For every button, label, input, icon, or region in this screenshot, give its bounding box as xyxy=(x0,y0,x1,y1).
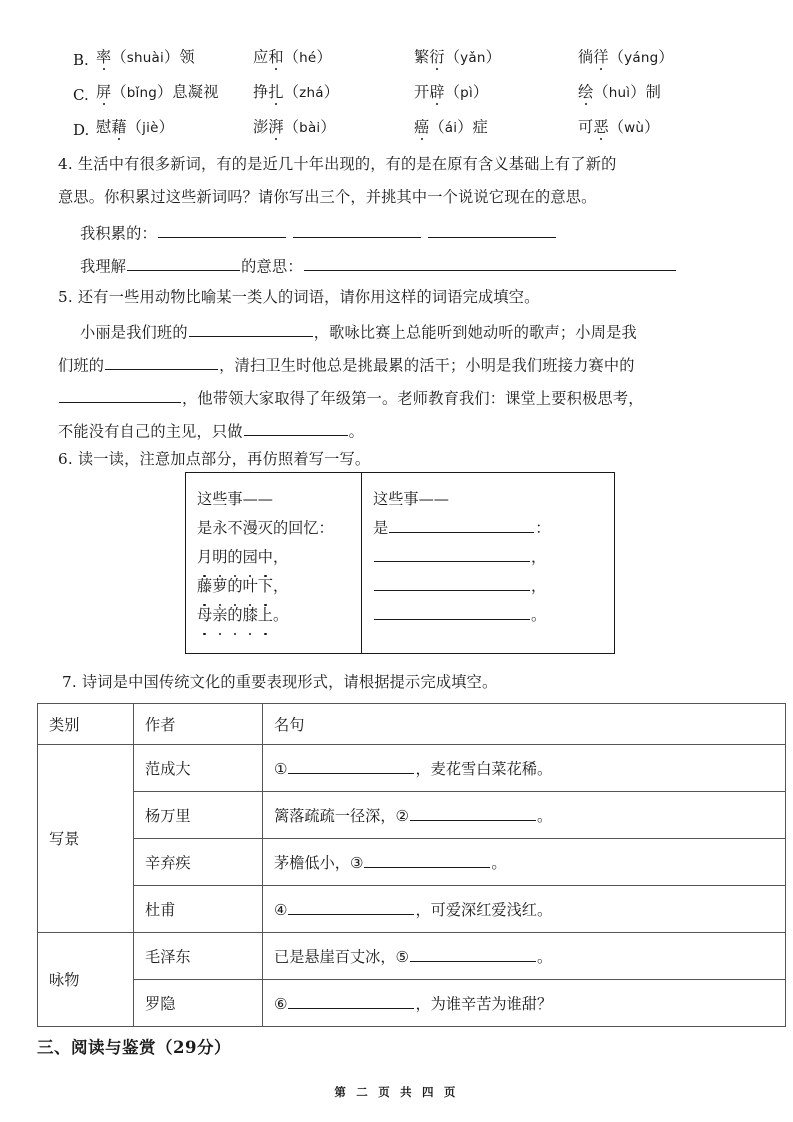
q4-blank-3[interactable] xyxy=(428,223,556,238)
q5-line-1 xyxy=(80,322,637,341)
q4-blank-1[interactable] xyxy=(158,223,286,238)
q6-imitation-box xyxy=(185,472,615,654)
option-row-c xyxy=(73,85,89,104)
q6-answer-blank-3[interactable] xyxy=(374,576,530,591)
q5-seg-6: 不能没有自己的主见，只做 xyxy=(58,422,243,441)
option-c-item-1: 屏（bǐng）息凝视 xyxy=(96,83,219,101)
line-pre: 已是悬崖百丈冰， xyxy=(274,947,396,966)
q7-stem: 7. 诗词是中国传统文化的重要表现形式，请根据提示完成填空。 xyxy=(62,673,498,691)
q4-accumulated-row xyxy=(80,223,557,242)
option-letter: C. xyxy=(73,86,89,104)
q6-answer-line-3 xyxy=(373,543,614,572)
q5-seg-7: 。 xyxy=(348,422,365,441)
q6-answer-colon: ： xyxy=(535,519,551,537)
char-pre: 可 xyxy=(578,118,594,136)
blank-number: ③ xyxy=(349,853,364,872)
q6-answer-comma-2: ， xyxy=(531,577,547,595)
q6-answer-blank-1[interactable] xyxy=(389,518,534,533)
q5-seg-2: ，歌咏比赛上总能听到她动听的歌声；小周是我 xyxy=(313,323,637,342)
char-dotted: 和 xyxy=(268,48,284,66)
option-row-b xyxy=(73,50,89,69)
char-dotted: 恶 xyxy=(593,118,609,136)
pinyin: bǐng xyxy=(126,85,158,101)
char-pre: 应 xyxy=(253,48,269,66)
char-dotted: 衍 xyxy=(429,48,445,66)
q5-blank-4[interactable] xyxy=(244,421,348,436)
char-dotted: 绘 xyxy=(578,83,594,101)
answer-blank[interactable] xyxy=(410,805,536,820)
option-c-item-4: 绘（huì）制 xyxy=(578,83,662,101)
answer-blank[interactable] xyxy=(288,993,414,1008)
q6-answer-blank-2[interactable] xyxy=(374,547,530,562)
q6-answer-prefix: 是 xyxy=(373,519,389,537)
char-pre: 挣 xyxy=(253,83,269,101)
char-dotted: 率 xyxy=(96,48,112,66)
q4-accumulated-label: 我积累的： xyxy=(80,224,157,243)
blank-number: ④ xyxy=(274,900,288,919)
table-row xyxy=(38,886,786,933)
line-cell xyxy=(263,980,786,1027)
char-dotted: 屏 xyxy=(96,83,112,101)
option-row-d xyxy=(73,120,89,139)
line-cell xyxy=(263,745,786,792)
q6-answer-line-2 xyxy=(373,514,614,543)
char-pre: 慰 xyxy=(96,118,112,136)
char-post: 息凝视 xyxy=(172,83,219,101)
q5-line-2 xyxy=(58,355,635,374)
option-d-item-2: 澎湃（bài） xyxy=(253,118,336,136)
pinyin: wù xyxy=(624,120,645,136)
table-row xyxy=(38,792,786,839)
option-d-item-4: 可恶（wù） xyxy=(578,118,660,136)
char-pre: 徜 xyxy=(578,48,594,66)
q5-line-3 xyxy=(58,388,644,407)
header-author: 作者 xyxy=(134,704,263,745)
q6-answer-column xyxy=(362,473,614,653)
answer-blank[interactable] xyxy=(364,852,490,867)
char-post: 症 xyxy=(472,118,488,136)
q6-answer-line-4 xyxy=(373,572,614,601)
line-cell xyxy=(263,792,786,839)
answer-blank[interactable] xyxy=(410,946,536,961)
q5-blank-3[interactable] xyxy=(59,388,181,403)
line-post: ，可爱深红爱浅红。 xyxy=(415,900,553,919)
q6-answer-blank-4[interactable] xyxy=(374,605,530,620)
q4-word-blank[interactable] xyxy=(127,256,240,271)
char-dotted: 扎 xyxy=(268,83,284,101)
option-d-item-1: 慰藉（jiè） xyxy=(96,118,174,136)
blank-number: ⑤ xyxy=(395,947,409,966)
table-row xyxy=(38,980,786,1027)
q6-stem: 6. 读一读，注意加点部分，再仿照着写一写。 xyxy=(58,450,371,468)
pinyin: bài xyxy=(299,120,321,136)
author-cell: 杜甫 xyxy=(134,886,263,933)
option-letter: D. xyxy=(73,121,90,139)
option-d-item-3: 癌（ái）症 xyxy=(414,118,488,136)
pinyin: pì xyxy=(460,85,473,101)
q5-seg-3: 们班的 xyxy=(58,356,105,375)
q5-seg-1: 小丽是我们班的 xyxy=(80,323,188,342)
q6-example-line-2: 是永不漫灭的回忆： xyxy=(197,519,334,537)
option-b-item-1: 率（shuài）领 xyxy=(96,48,195,66)
option-letter: B. xyxy=(73,51,89,69)
option-c-item-2: 挣扎（zhá） xyxy=(253,83,340,101)
category-cell-objects: 咏物 xyxy=(38,933,134,1027)
option-b-item-2: 应和（hé） xyxy=(253,48,332,66)
category-cell-scenery: 写景 xyxy=(38,745,134,933)
char-dotted: 癌 xyxy=(414,118,430,136)
q5-blank-1[interactable] xyxy=(189,322,313,337)
page-footer: 第 二 页 共 四 页 xyxy=(334,1085,459,1099)
blank-number: ② xyxy=(395,806,409,825)
char-pre: 澎 xyxy=(253,118,269,136)
pinyin: yáng xyxy=(624,50,659,66)
q4-meaning-blank[interactable] xyxy=(304,256,676,271)
pinyin: zhá xyxy=(299,85,324,101)
answer-blank[interactable] xyxy=(288,758,414,773)
blank-number: ⑥ xyxy=(274,994,288,1013)
option-c-item-3: 开辟（pì） xyxy=(414,83,489,101)
line-pre: 篱落疏疏一径深， xyxy=(274,806,396,825)
pinyin: shuài xyxy=(126,50,164,66)
line-cell xyxy=(263,839,786,886)
table-row xyxy=(38,839,786,886)
char-dotted: 藉 xyxy=(111,118,127,136)
line-cell xyxy=(263,933,786,980)
q6-example-column xyxy=(186,473,362,653)
q5-line-4 xyxy=(58,421,364,440)
header-category: 类别 xyxy=(38,704,134,745)
q5-blank-2[interactable] xyxy=(105,355,218,370)
line-post: 。 xyxy=(491,853,507,872)
table-row xyxy=(38,933,786,980)
line-post: 。 xyxy=(536,806,553,825)
q4-stem-line1: 4. 生活中有很多新词，有的是近几十年出现的，有的是在原有含义基础上有了新的 xyxy=(58,155,617,173)
author-cell: 毛泽东 xyxy=(134,933,263,980)
char-post: 领 xyxy=(179,48,195,66)
q6-answer-period: 。 xyxy=(531,606,547,624)
q4-understand-label: 我理解 xyxy=(80,257,127,276)
char-post: 制 xyxy=(645,83,662,101)
q6-answer-line-1: 这些事—— xyxy=(373,490,449,508)
table-row xyxy=(38,745,786,792)
line-post: ，为谁辛苦为谁甜？ xyxy=(415,994,553,1013)
author-cell: 范成大 xyxy=(134,745,263,792)
q6-example-line-3: 月明的园中， xyxy=(197,543,361,572)
q6-answer-line-5 xyxy=(373,601,614,630)
q7-poetry-table xyxy=(37,703,786,1027)
line-post: 。 xyxy=(536,947,553,966)
section-three-heading: 三、阅读与鉴赏（29分） xyxy=(37,1038,231,1057)
pinyin: yǎn xyxy=(460,50,486,66)
q5-seg-4: ，清扫卫生时他总是挑最累的活干；小明是我们班接力赛中的 xyxy=(219,356,635,375)
char-dotted: 湃 xyxy=(268,118,284,136)
q6-example-line-5: 母亲的膝上。 xyxy=(197,601,361,630)
pinyin: hé xyxy=(299,50,317,66)
q6-example-line-1: 这些事—— xyxy=(197,490,273,508)
table-header-row xyxy=(38,704,786,745)
pinyin: jiè xyxy=(142,120,159,136)
header-famous-line: 名句 xyxy=(263,704,786,745)
author-cell: 杨万里 xyxy=(134,792,263,839)
line-post: ，麦花雪白菜花稀。 xyxy=(415,759,553,778)
q6-example-line-4: 藤萝的叶下， xyxy=(197,572,361,601)
char-dotted: 徉 xyxy=(593,48,609,66)
q6-answer-comma-1: ， xyxy=(531,548,547,566)
line-pre: 茅檐低小， xyxy=(274,853,350,872)
blank-number: ① xyxy=(274,759,288,778)
q5-stem: 5. 还有一些用动物比喻某一类人的词语，请你用这样的词语完成填空。 xyxy=(58,288,540,306)
pinyin: ái xyxy=(444,120,458,136)
char-pre: 开 xyxy=(414,83,430,101)
author-cell: 罗隐 xyxy=(134,980,263,1027)
q4-stem-line2: 意思。你积累过这些新词吗？请你写出三个，并挑其中一个说说它现在的意思。 xyxy=(58,188,597,206)
line-cell xyxy=(263,886,786,933)
char-dotted: 辟 xyxy=(429,83,445,101)
q4-meaning-label: 的意思： xyxy=(241,257,303,276)
author-cell: 辛弃疾 xyxy=(134,839,263,886)
q4-blank-2[interactable] xyxy=(293,223,421,238)
q4-understand-row xyxy=(80,256,677,275)
option-b-item-3: 繁衍（yǎn） xyxy=(414,48,501,66)
option-b-item-4: 徜徉（yáng） xyxy=(578,48,674,66)
char-pre: 繁 xyxy=(414,48,430,66)
pinyin: huì xyxy=(608,85,631,101)
answer-blank[interactable] xyxy=(288,899,414,914)
q5-seg-5: ，他带领大家取得了年级第一。老师教育我们：课堂上要积极思考， xyxy=(182,389,644,408)
